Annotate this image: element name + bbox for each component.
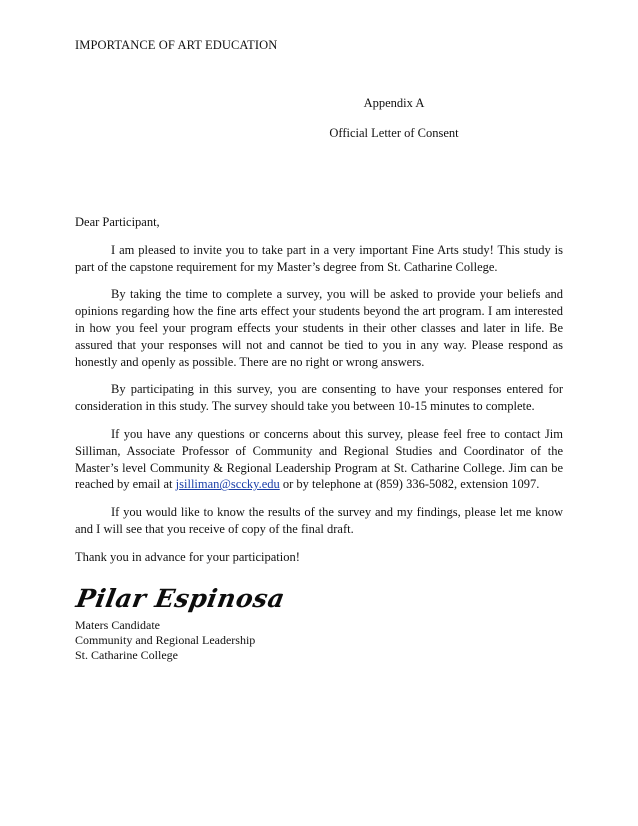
running-head: IMPORTANCE OF ART EDUCATION bbox=[75, 38, 278, 52]
signer-institution: St. Catharine College bbox=[75, 647, 178, 662]
paragraph-results: If you would like to know the results of the survey and my findings, please let me know and I will see that you receive of copy of the final draft. bbox=[75, 505, 563, 536]
closing-line: Thank you in advance for your participation! bbox=[75, 549, 300, 564]
paragraph-consent: By participating in this survey, you are consenting to have your responses entered for consideration in this study. The survey should take you between 10-15 minutes to complete. bbox=[75, 382, 563, 414]
letter-body bbox=[75, 214, 563, 577]
paragraph-contact bbox=[75, 426, 563, 493]
appendix-title: Appendix A bbox=[363, 96, 425, 110]
letter-title: Official Letter of Consent bbox=[329, 126, 459, 140]
signature-block bbox=[75, 618, 255, 662]
email-link[interactable]: jsilliman@sccky.edu bbox=[175, 477, 280, 492]
paragraph-invitation: I am pleased to invite you to take part in a very important Fine Arts study! This study is part of the capstone requirement for my Master’s degree from St. Catharine College. bbox=[75, 242, 563, 274]
contact-text-before: If you have any questions or concerns about this survey, please feel free to contact Jim Silliman, Associate Professor of Community and Regional Studies and Coordinator of the Master’s level Community & Regional Leadership Program at St. Catharine College. Jim can be reached by email at bbox=[75, 426, 563, 492]
signer-title: Maters Candidate bbox=[75, 618, 160, 632]
contact-text-after: or by telephone at (859) 336-5082, extension 1097. bbox=[279, 477, 540, 492]
paragraph-survey-purpose: By taking the time to complete a survey, you will be asked to provide your beliefs and opinions regarding how the fine arts effect your students beyond the art program. I am interested in how you feel your program effects your students in their other classes and later in life. Be assured that your responses will not and cannot be tied to you in any way. Please respond as honestly and openly as possible. There are no right or wrong answers. bbox=[75, 287, 563, 369]
signer-program: Community and Regional Leadership bbox=[75, 632, 256, 647]
handwritten-signature: Pilar Espinosa bbox=[74, 584, 288, 613]
salutation: Dear Participant, bbox=[75, 215, 160, 229]
